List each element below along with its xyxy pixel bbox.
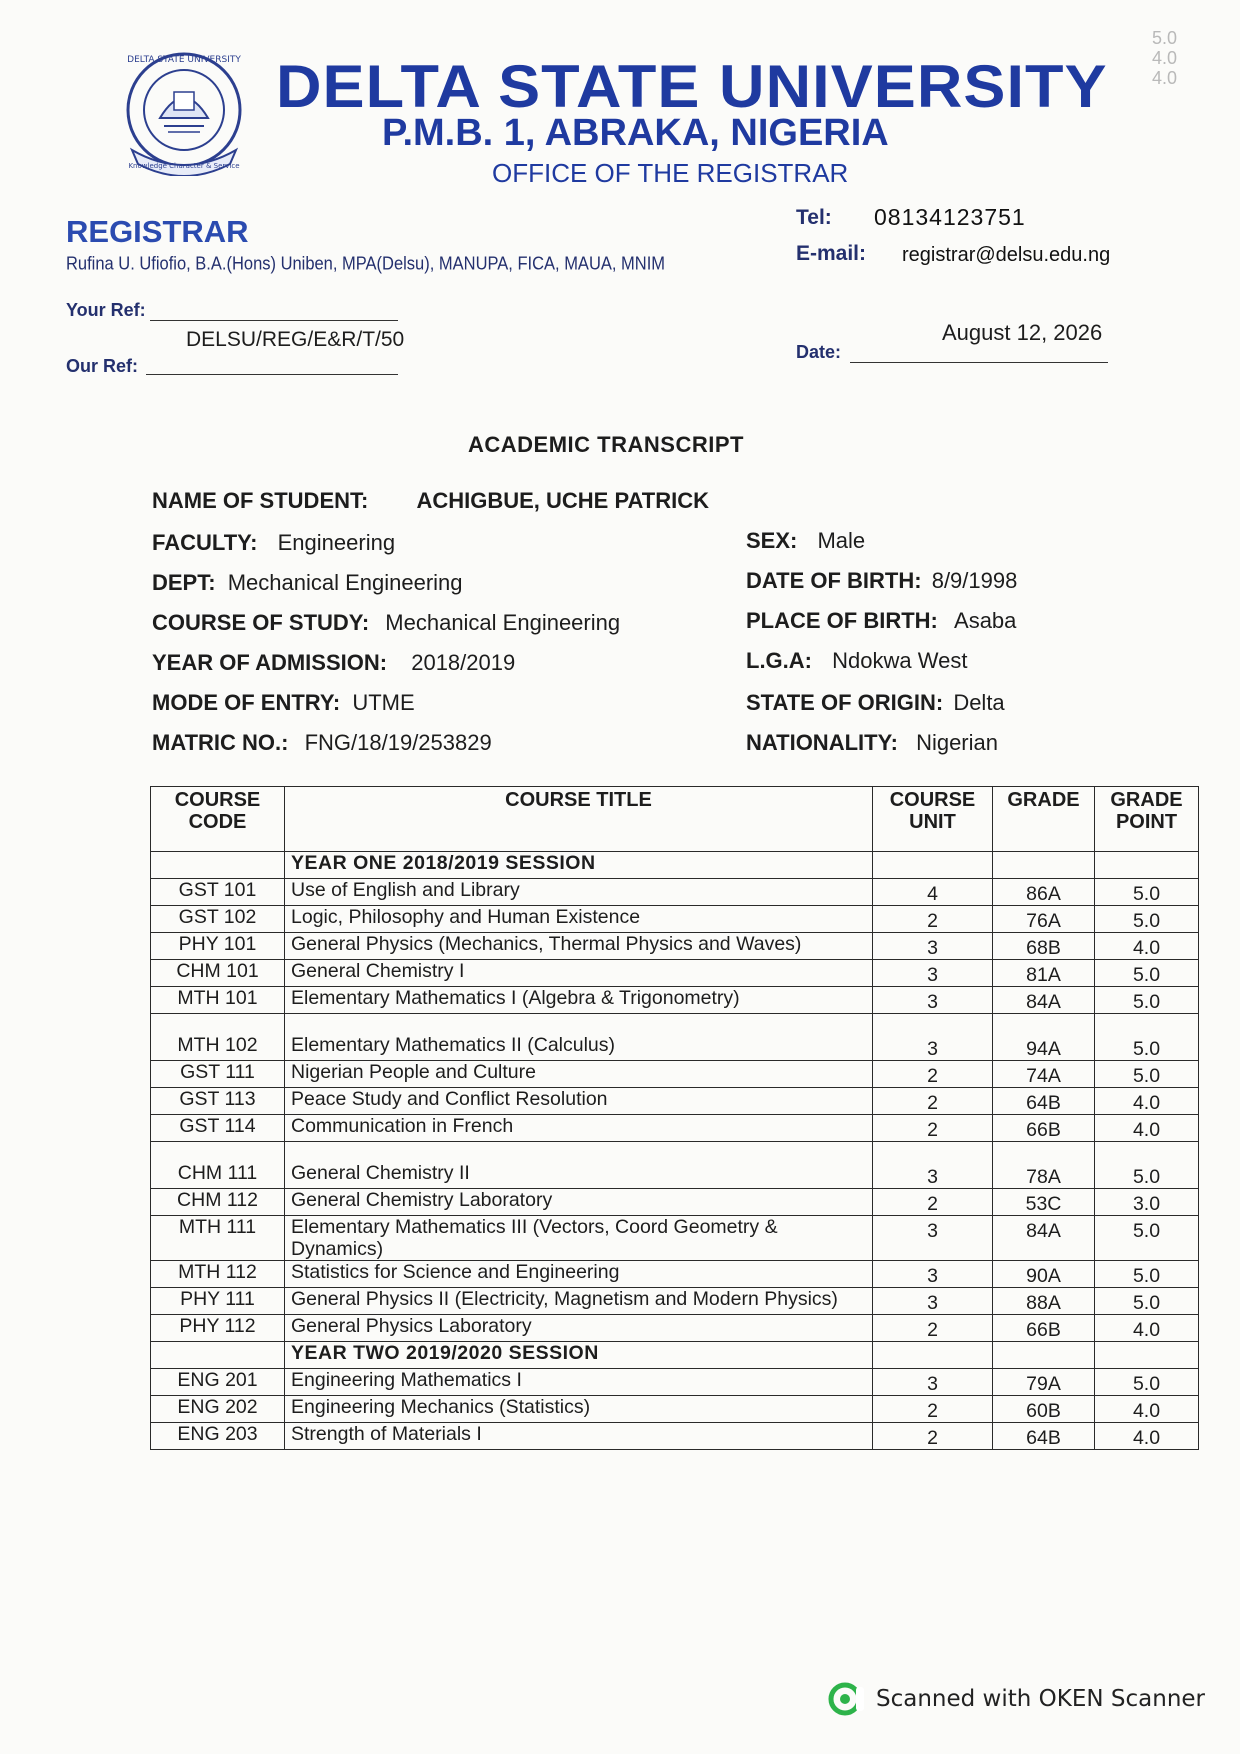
course-code-cell: CHM 112 bbox=[151, 1189, 285, 1216]
dept-value: Mechanical Engineering bbox=[227, 570, 463, 595]
table-header-row bbox=[151, 787, 1199, 852]
header-unit-line1: COURSE bbox=[889, 789, 976, 811]
course-unit-cell: 3 bbox=[873, 933, 993, 960]
entry-row bbox=[152, 690, 415, 716]
grade-point-cell: 3.0 bbox=[1095, 1189, 1199, 1216]
course-code-cell: CHM 101 bbox=[151, 960, 285, 987]
spacer-cell bbox=[873, 1342, 993, 1369]
table-row bbox=[151, 1216, 1199, 1261]
table-row bbox=[151, 1034, 1199, 1061]
transcript-body bbox=[151, 852, 1199, 1450]
registrar-name: Rufina U. Ufiofio, B.A.(Hons) Uniben, MPA(Delsu), MANUPA, FICA, MAUA, MNIM bbox=[66, 254, 666, 274]
matric-row bbox=[152, 730, 492, 756]
registrar-office: OFFICE OF THE REGISTRAR bbox=[492, 158, 849, 188]
course-title-cell: General Chemistry Laboratory bbox=[285, 1189, 873, 1216]
course-unit-cell: 3 bbox=[873, 987, 993, 1014]
grade-cell: 66B bbox=[993, 1115, 1095, 1142]
header-point-line2: POINT bbox=[1115, 811, 1178, 833]
table-row bbox=[151, 1088, 1199, 1115]
entry-label: MODE OF ENTRY: bbox=[152, 690, 341, 715]
course-unit-cell: 2 bbox=[873, 1315, 993, 1342]
state-value: Delta bbox=[953, 690, 1005, 715]
course-code-cell: GST 111 bbox=[151, 1061, 285, 1088]
spacer-cell bbox=[151, 1142, 285, 1163]
course-unit-cell: 2 bbox=[873, 1189, 993, 1216]
table-row bbox=[151, 1288, 1199, 1315]
course-value: Mechanical Engineering bbox=[385, 610, 621, 635]
spacer-row bbox=[151, 1142, 1199, 1163]
table-row bbox=[151, 906, 1199, 933]
spacer-cell bbox=[873, 1142, 993, 1163]
grade-point-cell: 4.0 bbox=[1095, 1396, 1199, 1423]
table-row bbox=[151, 1423, 1199, 1450]
course-unit-cell: 3 bbox=[873, 1162, 993, 1189]
table-row bbox=[151, 1261, 1199, 1288]
university-seal-logo bbox=[120, 48, 248, 176]
table-row bbox=[151, 1162, 1199, 1189]
course-code-cell: GST 102 bbox=[151, 906, 285, 933]
spacer-cell bbox=[151, 1342, 285, 1369]
margin-ghost-text: 5.0 4.0 4.0 bbox=[1152, 28, 1178, 88]
spacer-cell bbox=[285, 1014, 873, 1035]
lga-row bbox=[746, 648, 967, 674]
date-label: Date: bbox=[796, 342, 842, 362]
spacer-row bbox=[151, 1014, 1199, 1035]
nationality-value: Nigerian bbox=[916, 730, 998, 755]
faculty-row bbox=[152, 530, 395, 556]
course-title-cell: General Chemistry I bbox=[285, 960, 873, 987]
course-unit-cell: 3 bbox=[873, 1369, 993, 1396]
course-unit-cell: 2 bbox=[873, 1396, 993, 1423]
grade-point-cell: 5.0 bbox=[1095, 1288, 1199, 1315]
grade-cell: 74A bbox=[993, 1061, 1095, 1088]
student-name: ACHIGBUE, UCHE PATRICK bbox=[416, 488, 709, 513]
transcript-table bbox=[150, 786, 1199, 1450]
grade-cell: 68B bbox=[993, 933, 1095, 960]
your-ref-line bbox=[150, 320, 398, 321]
grade-cell: 78A bbox=[993, 1162, 1095, 1189]
registrar-heading: REGISTRAR bbox=[66, 214, 249, 249]
pob-row bbox=[746, 608, 1016, 634]
lga-value: Ndokwa West bbox=[832, 648, 968, 673]
pob-label: PLACE OF BIRTH: bbox=[746, 608, 938, 633]
date-value: August 12, 2026 bbox=[942, 320, 1103, 345]
spacer-cell bbox=[993, 1342, 1095, 1369]
course-title-cell: Elementary Mathematics I (Algebra & Trigonometry) bbox=[285, 987, 873, 1014]
course-code-cell: GST 113 bbox=[151, 1088, 285, 1115]
matric-value: FNG/18/19/253829 bbox=[304, 730, 492, 755]
course-code-cell: MTH 112 bbox=[151, 1261, 285, 1288]
spacer-cell bbox=[1095, 1342, 1199, 1369]
grade-cell: 86A bbox=[993, 879, 1095, 906]
course-title-cell: Communication in French bbox=[285, 1115, 873, 1142]
grade-point-cell: 5.0 bbox=[1095, 987, 1199, 1014]
header-grade-point bbox=[1095, 787, 1199, 852]
faculty-label: FACULTY: bbox=[152, 530, 258, 555]
header-code-line2: CODE bbox=[188, 811, 247, 833]
reference-number: DELSU/REG/E&R/T/50 bbox=[186, 328, 405, 351]
grade-cell: 90A bbox=[993, 1261, 1095, 1288]
course-title-cell: Engineering Mathematics I bbox=[285, 1369, 873, 1396]
seal-motto: Knowledge Character & Service bbox=[128, 162, 240, 170]
table-row bbox=[151, 933, 1199, 960]
scanner-watermark bbox=[828, 1682, 1205, 1716]
state-row bbox=[746, 690, 1005, 716]
course-label: COURSE OF STUDY: bbox=[152, 610, 370, 635]
grade-cell: 64B bbox=[993, 1423, 1095, 1450]
admission-value: 2018/2019 bbox=[411, 650, 516, 675]
course-code-cell: MTH 111 bbox=[151, 1216, 285, 1261]
course-title-cell: General Chemistry II bbox=[285, 1162, 873, 1189]
pob-value: Asaba bbox=[954, 608, 1017, 633]
grade-cell: 84A bbox=[993, 987, 1095, 1014]
document-title: ACADEMIC TRANSCRIPT bbox=[468, 432, 744, 457]
course-title-cell: General Physics (Mechanics, Thermal Physics and Waves) bbox=[285, 933, 873, 960]
course-unit-cell: 2 bbox=[873, 1061, 993, 1088]
grade-point-cell: 5.0 bbox=[1095, 1216, 1199, 1261]
course-unit-cell: 3 bbox=[873, 1261, 993, 1288]
grade-point-cell: 5.0 bbox=[1095, 879, 1199, 906]
spacer-cell bbox=[993, 1014, 1095, 1035]
header-code-line1: COURSE bbox=[174, 789, 261, 811]
grade-point-cell: 5.0 bbox=[1095, 1162, 1199, 1189]
dob-row bbox=[746, 568, 1017, 594]
your-ref-label: Your Ref: bbox=[66, 300, 146, 320]
grade-cell: 53C bbox=[993, 1189, 1095, 1216]
student-name-label: NAME OF STUDENT: bbox=[152, 488, 369, 513]
course-code-cell: PHY 101 bbox=[151, 933, 285, 960]
header-grade: GRADE bbox=[993, 787, 1095, 852]
lga-label: L.G.A: bbox=[746, 648, 812, 673]
grade-point-cell: 5.0 bbox=[1095, 1261, 1199, 1288]
course-unit-cell: 3 bbox=[873, 1288, 993, 1315]
grade-point-cell: 5.0 bbox=[1095, 1061, 1199, 1088]
spacer-cell bbox=[1095, 1142, 1199, 1163]
table-row bbox=[151, 1369, 1199, 1396]
grade-cell: 76A bbox=[993, 906, 1095, 933]
course-unit-cell: 2 bbox=[873, 1088, 993, 1115]
grade-cell: 88A bbox=[993, 1288, 1095, 1315]
session-row-year-two bbox=[151, 1342, 1199, 1369]
course-title-cell: Logic, Philosophy and Human Existence bbox=[285, 906, 873, 933]
table-row bbox=[151, 987, 1199, 1014]
grade-point-cell: 4.0 bbox=[1095, 933, 1199, 960]
sex-row bbox=[746, 528, 865, 554]
our-ref-line bbox=[146, 374, 398, 375]
student-name-row bbox=[152, 488, 709, 514]
course-code-cell: MTH 101 bbox=[151, 987, 285, 1014]
course-unit-cell: 3 bbox=[873, 960, 993, 987]
state-label: STATE OF ORIGIN: bbox=[746, 690, 944, 715]
matric-label: MATRIC NO.: bbox=[152, 730, 289, 755]
header-unit-line2: UNIT bbox=[909, 811, 956, 833]
course-unit-cell: 2 bbox=[873, 1115, 993, 1142]
table-row bbox=[151, 1189, 1199, 1216]
grade-point-cell: 5.0 bbox=[1095, 1034, 1199, 1061]
grade-cell: 84A bbox=[993, 1216, 1095, 1261]
spacer-cell bbox=[873, 1014, 993, 1035]
spacer-cell bbox=[1095, 1014, 1199, 1035]
table-row bbox=[151, 879, 1199, 906]
session-title-year-two: YEAR TWO 2019/2020 SESSION bbox=[285, 1342, 873, 1369]
our-ref-label: Our Ref: bbox=[66, 356, 138, 376]
sex-value: Male bbox=[817, 528, 866, 553]
session-title-year-one: YEAR ONE 2018/2019 SESSION bbox=[285, 852, 873, 879]
grade-point-cell: 4.0 bbox=[1095, 1115, 1199, 1142]
email-value: registrar@delsu.edu.ng bbox=[902, 244, 1111, 266]
tel-value: 08134123751 bbox=[874, 204, 1026, 230]
table-row bbox=[151, 960, 1199, 987]
course-title-cell: Elementary Mathematics II (Calculus) bbox=[285, 1034, 873, 1061]
tel-label: Tel: bbox=[796, 206, 832, 229]
date-line bbox=[850, 362, 1108, 363]
course-title-cell: Strength of Materials I bbox=[285, 1423, 873, 1450]
course-code-cell: PHY 111 bbox=[151, 1288, 285, 1315]
dob-value: 8/9/1998 bbox=[931, 568, 1018, 593]
faculty-value: Engineering bbox=[277, 530, 396, 555]
course-title-cell: Statistics for Science and Engineering bbox=[285, 1261, 873, 1288]
course-title-cell: Elementary Mathematics III (Vectors, Coord Geometry & Dynamics) bbox=[285, 1216, 873, 1261]
grade-point-cell: 5.0 bbox=[1095, 906, 1199, 933]
course-code-cell: GST 101 bbox=[151, 879, 285, 906]
course-title-cell: General Physics Laboratory bbox=[285, 1315, 873, 1342]
course-code-cell: ENG 202 bbox=[151, 1396, 285, 1423]
entry-value: UTME bbox=[352, 690, 415, 715]
spacer-cell bbox=[285, 1142, 873, 1163]
course-title-cell: Use of English and Library bbox=[285, 879, 873, 906]
header-course-code bbox=[151, 787, 285, 852]
grade-point-cell: 4.0 bbox=[1095, 1088, 1199, 1115]
course-code-cell: CHM 111 bbox=[151, 1162, 285, 1189]
grade-cell: 64B bbox=[993, 1088, 1095, 1115]
course-code-cell: MTH 102 bbox=[151, 1034, 285, 1061]
course-code-cell: GST 114 bbox=[151, 1115, 285, 1142]
course-code-cell: ENG 201 bbox=[151, 1369, 285, 1396]
dept-label: DEPT: bbox=[152, 570, 216, 595]
grade-point-cell: 4.0 bbox=[1095, 1315, 1199, 1342]
course-title-cell: Engineering Mechanics (Statistics) bbox=[285, 1396, 873, 1423]
course-title-cell: Peace Study and Conflict Resolution bbox=[285, 1088, 873, 1115]
grade-cell: 66B bbox=[993, 1315, 1095, 1342]
course-unit-cell: 3 bbox=[873, 1034, 993, 1061]
course-code-cell: PHY 112 bbox=[151, 1315, 285, 1342]
grade-cell: 94A bbox=[993, 1034, 1095, 1061]
admission-row bbox=[152, 650, 515, 676]
scanner-logo-icon bbox=[828, 1682, 866, 1716]
spacer-cell bbox=[151, 1014, 285, 1035]
university-name: DELTA STATE UNIVERSITY bbox=[276, 53, 1108, 120]
sex-label: SEX: bbox=[746, 528, 798, 553]
course-row bbox=[152, 610, 620, 636]
table-row bbox=[151, 1061, 1199, 1088]
dept-row bbox=[152, 570, 463, 596]
dob-label: DATE OF BIRTH: bbox=[746, 568, 922, 593]
admission-label: YEAR OF ADMISSION: bbox=[152, 650, 388, 675]
course-unit-cell: 2 bbox=[873, 1423, 993, 1450]
grade-point-cell: 4.0 bbox=[1095, 1423, 1199, 1450]
nationality-label: NATIONALITY: bbox=[746, 730, 898, 755]
nationality-row bbox=[746, 730, 998, 756]
header-point-line1: GRADE bbox=[1110, 789, 1183, 811]
header-course-unit bbox=[873, 787, 993, 852]
course-unit-cell: 4 bbox=[873, 879, 993, 906]
session-row-year-one bbox=[151, 852, 1199, 879]
grade-cell: 79A bbox=[993, 1369, 1095, 1396]
course-unit-cell: 3 bbox=[873, 1216, 993, 1261]
course-unit-cell: 2 bbox=[873, 906, 993, 933]
course-title-cell: General Physics II (Electricity, Magnetism and Modern Physics) bbox=[285, 1288, 873, 1315]
scanner-text: Scanned with OKEN Scanner bbox=[876, 1686, 1205, 1712]
header-course-title: COURSE TITLE bbox=[285, 787, 873, 852]
table-row bbox=[151, 1396, 1199, 1423]
grade-point-cell: 5.0 bbox=[1095, 1369, 1199, 1396]
course-code-cell: ENG 203 bbox=[151, 1423, 285, 1450]
grade-cell: 81A bbox=[993, 960, 1095, 987]
seal-text: DELTA STATE UNIVERSITY bbox=[127, 55, 241, 65]
grade-point-cell: 5.0 bbox=[1095, 960, 1199, 987]
spacer-cell bbox=[993, 1142, 1095, 1163]
table-row bbox=[151, 1315, 1199, 1342]
grade-cell: 60B bbox=[993, 1396, 1095, 1423]
table-row bbox=[151, 1115, 1199, 1142]
email-label: E-mail: bbox=[796, 242, 867, 265]
university-address: P.M.B. 1, ABRAKA, NIGERIA bbox=[382, 112, 889, 154]
course-title-cell: Nigerian People and Culture bbox=[285, 1061, 873, 1088]
